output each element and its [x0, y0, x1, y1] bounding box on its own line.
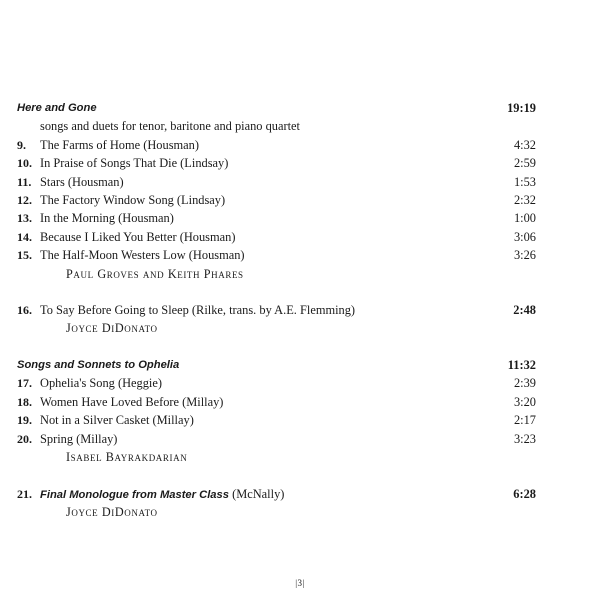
track-duration: 3:06: [513, 229, 536, 244]
track-row: [17, 191, 536, 209]
section-total-duration: 11:32: [507, 358, 536, 373]
page-number: |3|: [295, 578, 305, 588]
track-row: [17, 301, 536, 319]
track-row: [17, 173, 536, 191]
section-total-duration: 19:19: [507, 101, 536, 115]
track-number: 20.: [17, 431, 32, 446]
track-number: 9.: [17, 137, 26, 152]
track-row: [17, 393, 536, 411]
track-duration: 3:20: [513, 394, 536, 409]
track-row: [17, 374, 536, 392]
performer-row: [17, 503, 536, 521]
track-row: [17, 154, 536, 172]
track-title: Because I Liked You Better (Housman): [40, 229, 236, 244]
track-title: The Factory Window Song (Lindsay): [40, 192, 226, 207]
track-number: 15.: [17, 248, 32, 263]
track-title: The Half-Moon Westers Low (Housman): [40, 248, 245, 263]
performer-name: Joyce DiDonato: [66, 321, 158, 336]
performer-name: Joyce DiDonato: [66, 504, 158, 519]
track-title: In Praise of Songs That Die (Lindsay): [40, 156, 229, 171]
track-number: 13.: [17, 211, 32, 226]
track-duration: 3:26: [513, 248, 536, 263]
track-row: [17, 246, 536, 264]
track-duration: 3:23: [513, 431, 536, 446]
performer-name: Isabel Bayrakdarian: [66, 450, 188, 465]
performer-row: [17, 265, 536, 283]
track-number: 18.: [17, 394, 32, 409]
track-duration: 1:53: [513, 174, 536, 189]
track-row: [17, 430, 536, 448]
track-row: [17, 228, 536, 246]
track-duration: 4:32: [513, 137, 536, 152]
track-row: [17, 136, 536, 154]
track-duration: 2:39: [513, 376, 536, 391]
track-title: Stars (Housman): [40, 174, 124, 189]
track-title: Spring (Millay): [40, 431, 118, 446]
track-duration: 1:00: [513, 211, 536, 226]
track-title: Final Monologue from Master Class: [40, 488, 229, 501]
track-row: [17, 485, 536, 503]
track-number: 16.: [17, 303, 32, 318]
track-row: [17, 411, 536, 429]
section-title: Songs and Sonnets to Ophelia: [17, 359, 180, 372]
track-title: The Farms of Home (Housman): [40, 137, 199, 152]
performer-name: Paul Groves and Keith Phares: [66, 266, 244, 281]
section-description-row: [17, 117, 536, 135]
section-title: Here and Gone: [17, 102, 97, 114]
track-title: Not in a Silver Casket (Millay): [40, 413, 194, 428]
track-title: Women Have Loved Before (Millay): [40, 394, 224, 409]
track-duration: 2:48: [513, 303, 536, 318]
track-number: 21.: [17, 486, 32, 501]
track-number: 11.: [17, 174, 32, 189]
track-duration: 6:28: [513, 486, 536, 501]
track-title: Ophelia's Song (Heggie): [40, 376, 162, 391]
track-number: 12.: [17, 192, 32, 207]
section-heading-here-and-gone: [17, 99, 536, 117]
track-title: In the Morning (Housman): [40, 211, 174, 226]
section-heading-songs-and-sonnets: [17, 356, 536, 374]
section-description: songs and duets for tenor, baritone and piano quartet: [40, 119, 300, 134]
track-row: [17, 209, 536, 227]
track-number: 14.: [17, 229, 32, 244]
track-number: 10.: [17, 156, 32, 171]
track-duration: 2:32: [513, 192, 536, 207]
track-title: To Say Before Going to Sleep (Rilke, trans. by A.E. Flemming): [40, 303, 356, 318]
track-duration: 2:59: [513, 156, 536, 171]
performer-row: [17, 319, 536, 337]
track-number: 17.: [17, 376, 32, 391]
track-composer: (McNally): [232, 486, 285, 501]
track-title-line: [40, 485, 284, 504]
performer-row: [17, 448, 536, 466]
track-number: 19.: [17, 413, 32, 428]
track-duration: 2:17: [513, 413, 536, 428]
track-listing: [17, 99, 536, 521]
